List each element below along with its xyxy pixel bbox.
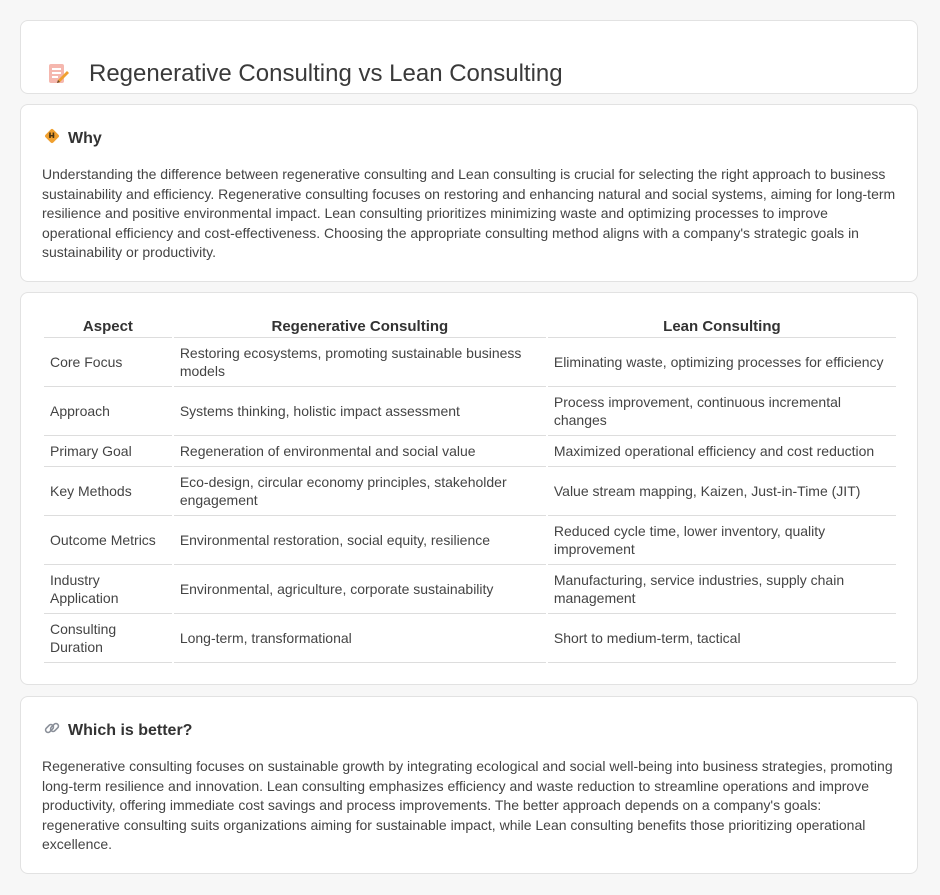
row-lean: Manufacturing, service industries, supply chain management (548, 565, 896, 614)
table-row (44, 467, 896, 516)
row-regenerative: Environmental restoration, social equity, resilience (174, 516, 546, 565)
table-row (44, 338, 896, 387)
comparison-table (42, 316, 898, 663)
row-lean: Process improvement, continuous incremental changes (548, 387, 896, 436)
comparison-section (20, 292, 918, 685)
row-lean: Short to medium-term, tactical (548, 614, 896, 663)
row-aspect: Consulting Duration (44, 614, 172, 663)
table-row (44, 387, 896, 436)
table-row (44, 436, 896, 467)
row-lean: Reduced cycle time, lower inventory, quality improvement (548, 516, 896, 565)
row-lean: Eliminating waste, optimizing processes for efficiency (548, 338, 896, 387)
row-aspect: Core Focus (44, 338, 172, 387)
column-header-lean: Lean Consulting (548, 316, 896, 338)
why-section (20, 104, 918, 282)
row-aspect: Primary Goal (44, 436, 172, 467)
row-regenerative: Restoring ecosystems, promoting sustainable business models (174, 338, 546, 387)
why-heading: Why (68, 129, 102, 147)
link-icon (43, 719, 61, 742)
row-regenerative: Eco-design, circular economy principles, stakeholder engagement (174, 467, 546, 516)
why-paragraph: Understanding the difference between regenerative consulting and Lean consulting is crucial for selecting the right approach to business sustainability and efficiency. Regenerative consulting focuses on restoring and enhancing natural and social systems, aiming for long-term resilience and positive environmental impact. Lean consulting prioritizes minimizing waste and optimizing processes to improve operational efficiency and cost-effectiveness. Choosing the appropriate consulting method aligns with a company's strategic goals in sustainability or productivity. (42, 166, 896, 261)
row-lean: Value stream mapping, Kaizen, Just-in-Time (JIT) (548, 467, 896, 516)
table-header-row (44, 316, 896, 338)
table-row (44, 614, 896, 663)
better-heading: Which is better? (68, 721, 193, 739)
column-header-aspect: Aspect (44, 316, 172, 338)
better-paragraph: Regenerative consulting focuses on sustainable growth by integrating ecological and social well-being into business strategies, promoting long-term resilience and innovation. Lean consulting emphasizes efficiency and waste reduction to streamline operations and improve productivity, offering immediate cost savings and process improvements. The better approach depends on a company's goals: regenerative consulting suits organizations aiming for sustainable impact, while Lean consulting benefits those prioritizing operational excellence. (42, 758, 893, 853)
better-heading-row (43, 719, 192, 742)
page-title: Regenerative Consulting vs Lean Consulting (89, 60, 563, 88)
row-aspect: Outcome Metrics (44, 516, 172, 565)
row-lean: Maximized operational efficiency and cost reduction (548, 436, 896, 467)
row-aspect: Industry Application (44, 565, 172, 614)
which-is-better-section (20, 696, 918, 874)
header-card (20, 20, 918, 94)
row-aspect: Key Methods (44, 467, 172, 516)
row-regenerative: Systems thinking, holistic impact assessment (174, 387, 546, 436)
table-row (44, 516, 896, 565)
table-row (44, 565, 896, 614)
row-regenerative: Long-term, transformational (174, 614, 546, 663)
why-heading-row (43, 127, 102, 150)
column-header-regenerative: Regenerative Consulting (174, 316, 546, 338)
page-header (47, 43, 563, 105)
row-regenerative: Environmental, agriculture, corporate sustainability (174, 565, 546, 614)
warning-diamond-icon (43, 127, 61, 150)
row-regenerative: Regeneration of environmental and social value (174, 436, 546, 467)
document-pencil-icon (47, 61, 71, 87)
row-aspect: Approach (44, 387, 172, 436)
